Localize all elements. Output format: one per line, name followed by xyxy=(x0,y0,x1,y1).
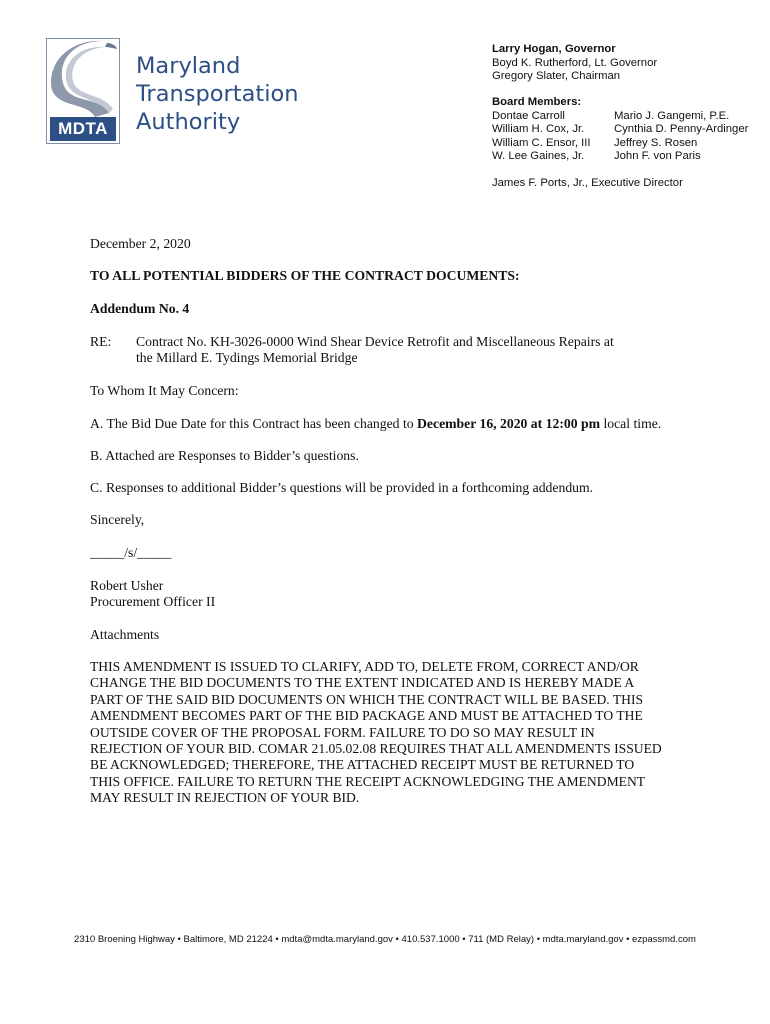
board-member: Cynthia D. Penny-Ardinger xyxy=(614,123,749,135)
re-label: RE: xyxy=(90,334,112,349)
letter-date: December 2, 2020 xyxy=(90,236,191,251)
item-a-text: A. The Bid Due Date for this Contract has been changed to xyxy=(90,416,418,431)
board-member: William C. Ensor, III xyxy=(492,136,591,149)
item-b: B. Attached are Responses to Bidder’s questions. xyxy=(90,448,359,463)
logo-name-line3: Authority xyxy=(136,109,241,135)
board-heading: Board Members: xyxy=(492,96,582,108)
logo-wordmark xyxy=(136,52,298,136)
item-c: C. Responses to additional Bidder’s questions will be provided in a forthcoming addendum. xyxy=(90,480,594,495)
re-line: the Millard E. Tydings Memorial Bridge xyxy=(136,350,358,366)
amendment-notice: THIS AMENDMENT IS ISSUED TO CLARIFY, ADD TO, DELETE FROM, CORRECT AND/OR CHANGE THE BID DOCUMENTS TO THE EXTENT INDICATED AND IS HEREBY MADE A PART OF THE SAID BID DOCUMENTS ON WHICH THE CONTRACT WILL BE BASED. THIS AMENDMENT BECOMES PART OF THE BID PACKAGE AND MUST BE ATTACHED TO THE OUTSIDE COVER OF THE PROPOSAL FORM. FAILURE TO DO SO MAY RESULT IN REJECTION OF YOUR BID. COMAR 21.05.02.08 REQUIRES THAT ALL AMENDMENTS ISSUED BE ACKNOWLEDGED; THEREFORE, THE ATTACHED RECEIPT MUST BE RETURNED TO THIS OFFICE. FAILURE TO RETURN THE RECEIPT ACKNOWLEDGING THE AMENDMENT MAY RESULT IN REJECTION OF YOUR BID. xyxy=(90,659,662,806)
executive-director: James F. Ports, Jr., Executive Director xyxy=(492,177,683,189)
addendum-number: Addendum No. 4 xyxy=(90,301,190,316)
salutation: To Whom It May Concern: xyxy=(90,383,239,398)
re-line: Contract No. KH-3026-0000 Wind Shear Device Retrofit and Miscellaneous Repairs at xyxy=(136,334,614,349)
bid-due-date: December 16, 2020 at 12:00 pm xyxy=(417,416,601,431)
chairman: Gregory Slater, Chairman xyxy=(492,70,621,82)
signer xyxy=(90,578,215,610)
closing: Sincerely, xyxy=(90,512,145,527)
board-member: John F. von Paris xyxy=(614,150,701,162)
board-member: Dontae Carroll xyxy=(492,109,565,122)
item-a xyxy=(90,416,661,432)
board-member: William H. Cox, Jr. xyxy=(492,123,585,135)
signer-name: Robert Usher xyxy=(90,578,164,593)
board-member: Jeffrey S. Rosen xyxy=(614,136,698,149)
board-members-right xyxy=(614,110,748,164)
attachments: Attachments xyxy=(90,627,160,642)
board-members xyxy=(492,96,591,164)
signature: _____/s/_____ xyxy=(90,545,172,560)
addressee: TO ALL POTENTIAL BIDDERS OF THE CONTRACT DOCUMENTS: xyxy=(90,268,520,283)
re-subject xyxy=(136,334,614,366)
item-a-suffix: local time. xyxy=(600,416,662,431)
logo-name-line1: Maryland xyxy=(136,53,241,79)
logo-name-line2: Transportation xyxy=(136,81,299,107)
board-member: Mario J. Gangemi, P.E. xyxy=(614,109,730,122)
officials-top xyxy=(492,43,657,84)
lt-governor: Boyd K. Rutherford, Lt. Governor xyxy=(492,56,658,69)
logo-abbr: MDTA xyxy=(50,117,116,141)
footer-contact: 2310 Broening Highway • Baltimore, MD 21224 • mdta@mdta.maryland.gov • 410.537.1000 • 711 (MD Relay) • mdta.maryland.gov • ezpassmd.com xyxy=(74,934,696,945)
board-member: W. Lee Gaines, Jr. xyxy=(492,150,585,162)
signer-title: Procurement Officer II xyxy=(90,594,216,610)
governor: Larry Hogan, Governor xyxy=(492,43,616,55)
logo-emblem xyxy=(46,38,120,144)
